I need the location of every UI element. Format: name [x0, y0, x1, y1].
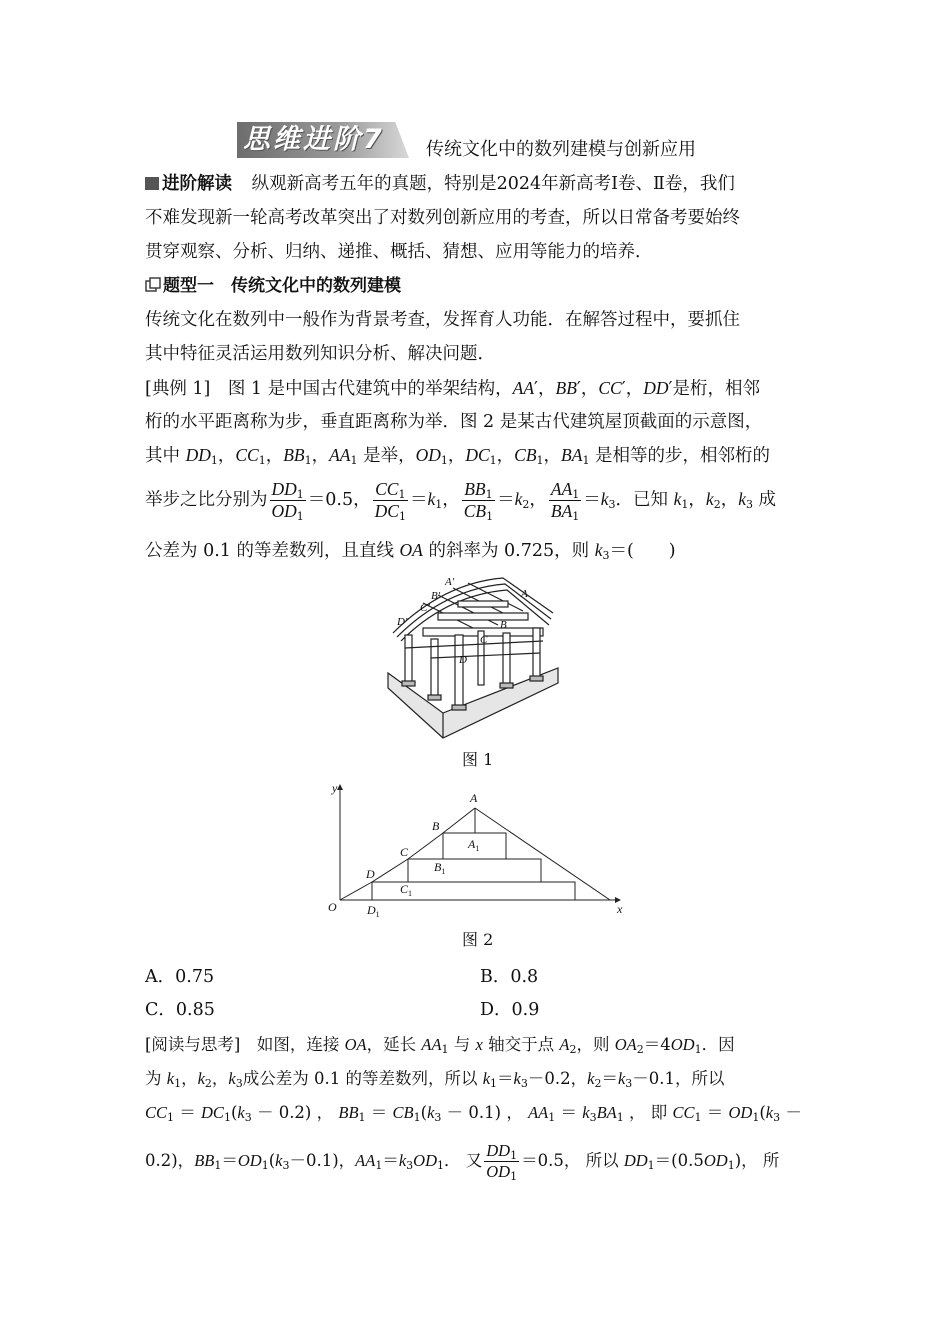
svg-text:C1: $C_1$ — [400, 882, 413, 898]
figure-1-caption: 图 1 — [462, 750, 494, 769]
svg-text:x: x — [617, 902, 623, 916]
example-line-1: [典例 1] 图 1 是中国古代建筑中的举架结构，AA′，BB′，CC′，DD′是桁，相邻 — [145, 378, 760, 399]
fraction: $\frac{DD_1}{OD_1}$ — [271, 479, 304, 523]
fraction: $\frac{CC_1}{DC_1}$ — [374, 479, 406, 523]
analysis-line-3: $CC_1 = DC_1(k_3 - 0.2)$ ， $BB_1 = CB_1(k_3 - 0.1)$ ， $AA_1 = k_3BA_1$ ， 即 $CC_1 = OD_1(k_3$ － — [145, 1103, 802, 1124]
example-line-2: 桁的水平距离称为步，垂直距离称为举．图 2 是某古代建筑屋顶截面的示意图， — [145, 412, 763, 432]
example-line-3: 其中 $DD_1$，$CC_1$，$BB_1$，$AA_1$ 是举，$OD_1$，$DC_1$，$CB_1$，$BA_1$ 是相等的步，相邻桁的 — [145, 445, 770, 467]
option-d[interactable]: D．0.9 — [480, 1000, 540, 1020]
option-a[interactable]: A．0.75 — [145, 967, 215, 987]
svg-text:D1: $D_1$ — [367, 903, 380, 919]
section-paragraph-line-2: 其中特征灵活运用数列知识分析、解决问题． — [145, 344, 495, 364]
fig1-label: D — [459, 654, 467, 666]
fig1-label: C′ — [420, 602, 430, 614]
step-rect — [408, 859, 541, 882]
example-line-4: 举步之比分别为 $\frac{DD_1}{OD_1}$ ＝0.5， $\frac{CC_1}{DC_1}$ $=k_1$， $\frac{BB_1}{CB_1}$ $=k_2$， $\frac{AA_1}{BA_1}$ $=k_3$．已知 $k_1$，$k_2$，$k_3$ 成 — [145, 479, 777, 523]
fig1-label: B′ — [431, 590, 441, 602]
intro-paragraph-line-1: 进阶解读 纵观新高考五年的真题，特别是2024年新高考Ⅰ卷、Ⅱ卷，我们 — [145, 172, 810, 196]
fig1-label: D′ — [397, 616, 408, 628]
fraction: $\frac{BB_1}{CB_1}$ — [463, 479, 494, 523]
svg-text:C: C — [400, 845, 409, 859]
section-square-icon — [145, 277, 161, 293]
fig1-label: A′ — [445, 576, 455, 588]
section-heading: 题型一 传统文化中的数列建模 — [145, 274, 810, 298]
header-badge: 思维进阶7 — [243, 124, 385, 155]
fig1-label: A — [521, 588, 528, 600]
option-c[interactable]: C．0.85 — [145, 1000, 215, 1020]
figure-2-diagram — [320, 780, 630, 920]
analysis-tag: [阅读与思考] — [145, 1035, 241, 1054]
fraction: $\frac{AA_1}{BA_1}$ — [550, 479, 580, 523]
svg-text:D: D — [366, 867, 375, 881]
analysis-line-2: 为 $k_1$，$k_2$，$k_3$成公差为 0.1 的等差数列，所以 $k_1=k_3-0.2$，$k_2=k_3-0.1$，所以 — [145, 1069, 725, 1090]
svg-text:B: B — [432, 819, 440, 833]
svg-text:B1: $B_1$ — [434, 860, 446, 876]
example-line-5: 公差为 0.1 的等差数列，且直线 OA 的斜率为 0.725，则 $k_3=$( ) — [145, 540, 676, 562]
figure-1-building — [383, 573, 563, 741]
svg-text:A: A — [470, 791, 478, 805]
tag-square-icon — [145, 177, 159, 190]
analysis-line-1: [阅读与思考] 如图，连接 OA，延长 $AA_1$ 与 x 轴交于点 $A_2$，则 $OA_2=4OD_1$．因 — [145, 1035, 735, 1056]
intro-tag: 进阶解读 — [145, 174, 232, 194]
fig1-label: C — [480, 634, 488, 646]
example-tag: [典例 1] — [145, 379, 211, 399]
fig1-label: B — [500, 619, 507, 631]
roof-line-right — [475, 808, 610, 900]
svg-text:y: y — [332, 781, 338, 795]
analysis-line-4: 0.2)，$BB_1=OD_1(k_3-0.1)$，$AA_1=k_3OD_1$． 又 $\frac{DD_1}{OD_1}$ ＝0.5， 所以 $DD_1=(0.5OD_1)$， 所 — [145, 1141, 780, 1183]
svg-text:A1: $A_1$ — [468, 837, 480, 853]
page-title: 传统文化中的数列建模与创新应用 — [426, 139, 696, 160]
intro-paragraph-line-3: 贯穿观察、分析、归纳、递推、概括、猜想、应用等能力的培养． — [145, 242, 653, 262]
fraction: $\frac{DD_1}{OD_1}$ — [486, 1141, 518, 1183]
intro-paragraph-line-2: 不难发现新一轮高考改革突出了对数列创新应用的考查，所以日常备考要始终 — [145, 208, 740, 228]
option-b[interactable]: B．0.8 — [480, 967, 539, 987]
figure-2-caption: 图 2 — [462, 930, 494, 949]
svg-text:O: O — [328, 900, 337, 914]
section-paragraph-line-1: 传统文化在数列中一般作为背景考查，发挥育人功能．在解答过程中，要抓住 — [145, 310, 740, 330]
